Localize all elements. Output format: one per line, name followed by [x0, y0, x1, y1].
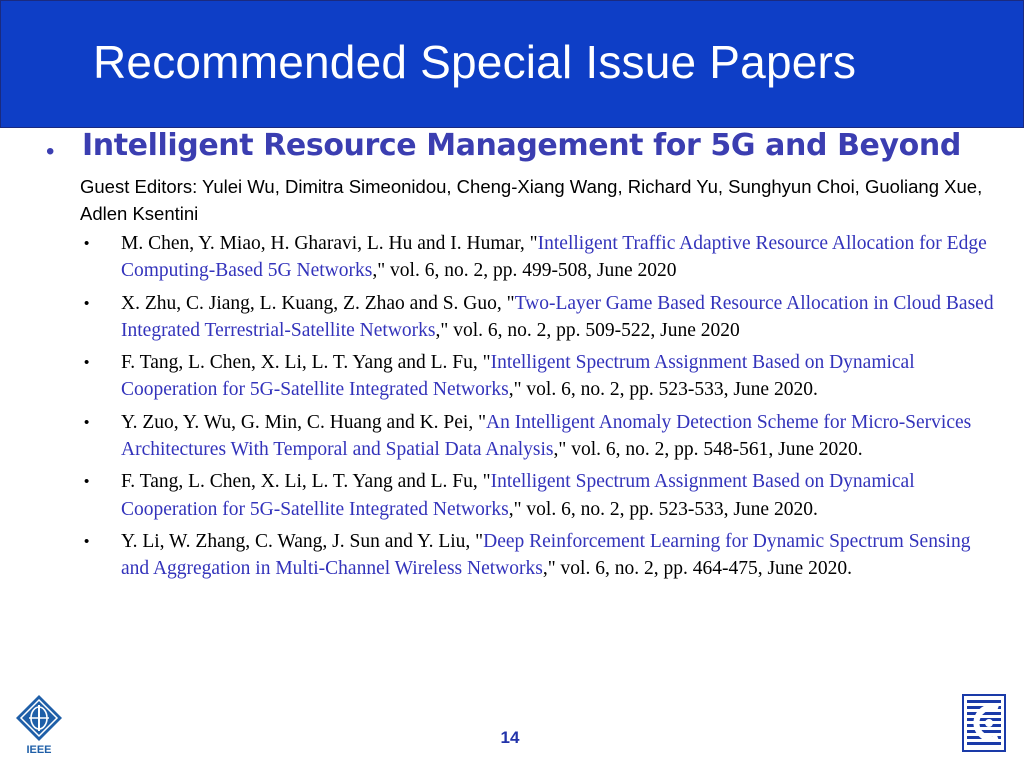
paper-title-link[interactable]: Intelligent Traffic Adaptive Resource Allocation for Edge Computing-Based 5G Networks: [121, 233, 987, 282]
paper-authors: Y. Li, W. Zhang, C. Wang, J. Sun and Y. Liu, ": [121, 530, 484, 552]
paper-authors: M. Chen, Y. Miao, H. Gharavi, L. Hu and I. Humar, ": [121, 233, 538, 254]
paper-details: ," vol. 6, no. 2, pp. 509-522, June 2020: [435, 319, 740, 341]
comsoc-logo: [962, 694, 1006, 752]
paper-title-link[interactable]: Intelligent Spectrum Assignment Based on Dynamical Cooperation for 5G-Satellite Integrated Networks: [121, 471, 915, 520]
paper-authors: Y. Zuo, Y. Wu, G. Min, C. Huang and K. Pei, ": [121, 411, 487, 433]
guest-editors: Guest Editors: Yulei Wu, Dimitra Simeonidou, Cheng-Xiang Wang, Richard Yu, Sunghyun Choi, Guoliang Xue, Adlen Ksentini: [80, 176, 983, 224]
paper-details: ," vol. 6, no. 2, pp. 464-475, June 2020.: [542, 558, 852, 580]
paper-list: [80, 230, 1000, 588]
paper-item: [80, 290, 1000, 345]
paper-item: [80, 230, 1000, 285]
paper-authors: X. Zhu, C. Jiang, L. Kuang, Z. Zhao and S. Guo, ": [121, 292, 515, 314]
paper-details: ," vol. 6, no. 2, pp. 523-533, June 2020.: [508, 498, 818, 520]
paper-title-link[interactable]: Two-Layer Game Based Resource Allocation in Cloud Based Integrated Terrestrial-Satellite Networks: [121, 292, 994, 341]
paper-item: [80, 409, 1000, 464]
bullet: •: [84, 532, 90, 550]
page-number: 14: [500, 728, 520, 747]
paper-authors: F. Tang, L. Chen, X. Li, L. T. Yang and L. Fu, ": [121, 471, 491, 493]
ieee-logo-text: IEEE: [26, 744, 52, 756]
bullet: •: [84, 294, 90, 312]
slide-title: Recommended Special Issue Papers: [93, 36, 857, 88]
paper-title-link[interactable]: Intelligent Spectrum Assignment Based on Dynamical Cooperation for 5G-Satellite Integrated Networks: [121, 352, 915, 401]
paper-details: ," vol. 6, no. 2, pp. 548-561, June 2020.: [553, 439, 863, 461]
paper-item: [80, 468, 1000, 523]
section-heading: Intelligent Resource Management for 5G and Beyond: [82, 128, 961, 163]
title-bar: [0, 0, 1024, 128]
paper-authors: F. Tang, L. Chen, X. Li, L. T. Yang and L. Fu, ": [121, 352, 491, 374]
bullet: •: [84, 354, 90, 372]
paper-item: [80, 528, 1000, 583]
paper-item: [80, 349, 1000, 404]
paper-title-link[interactable]: An Intelligent Anomaly Detection Scheme for Micro-Services Architectures With Temporal and Spatial Data Analysis: [121, 411, 972, 461]
paper-details: ," vol. 6, no. 2, pp. 499-508, June 2020: [372, 260, 677, 282]
section-bullet: •: [46, 138, 55, 165]
bullet: •: [84, 235, 90, 252]
bullet: •: [84, 413, 90, 431]
ieee-logo: [14, 694, 64, 756]
paper-details: ," vol. 6, no. 2, pp. 523-533, June 2020.: [508, 379, 818, 401]
paper-title-link[interactable]: Deep Reinforcement Learning for Dynamic Spectrum Sensing and Aggregation in Multi-Channel Wireless Networks: [121, 530, 971, 580]
bullet: •: [84, 473, 90, 491]
